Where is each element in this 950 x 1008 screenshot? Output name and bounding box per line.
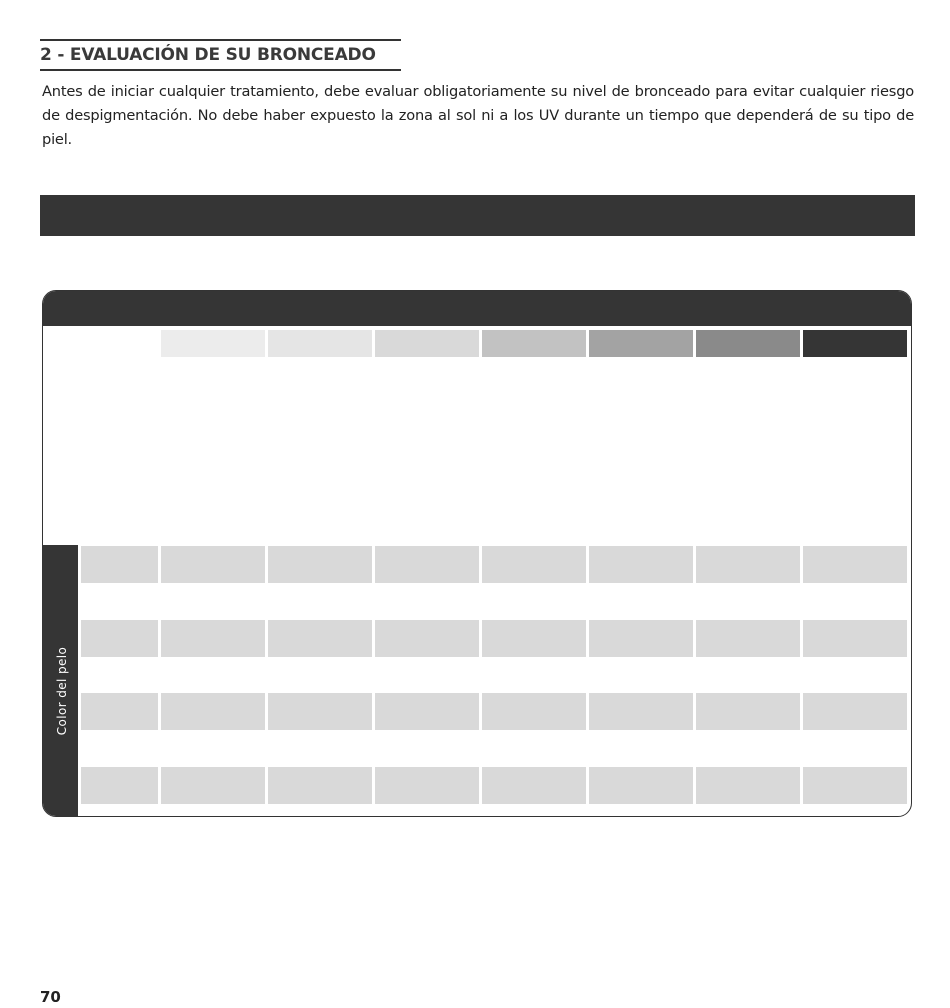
intro-paragraph: Antes de iniciar cualquier tratamiento, debe evaluar obligatoriamente su nivel de bronceado para evitar cualquier riesgo de despigmentación. No debe haber expuesto la zona al sol ni a los UV durante un tiempo que dependerá de su tipo de piel. bbox=[42, 83, 914, 148]
table-cell bbox=[268, 620, 372, 657]
table-cell bbox=[589, 693, 693, 730]
table-cell bbox=[803, 767, 907, 804]
table-header-bar bbox=[43, 291, 911, 326]
table-cell bbox=[268, 693, 372, 730]
table-cell bbox=[696, 767, 800, 804]
table-cell bbox=[375, 693, 479, 730]
header-banner bbox=[40, 195, 915, 236]
skin-tone-swatch bbox=[161, 330, 265, 357]
hair-color-cell bbox=[81, 546, 158, 583]
skin-tone-swatch bbox=[696, 330, 800, 357]
table-cell bbox=[482, 546, 586, 583]
table-cell bbox=[161, 767, 265, 804]
table-cell bbox=[589, 767, 693, 804]
table-cell bbox=[268, 767, 372, 804]
table-cell bbox=[589, 546, 693, 583]
table-cell bbox=[482, 767, 586, 804]
table-cell bbox=[482, 620, 586, 657]
page-number: 70 bbox=[40, 988, 61, 1006]
table-cell bbox=[696, 546, 800, 583]
table-cell bbox=[696, 693, 800, 730]
table-cell bbox=[803, 620, 907, 657]
table-cell bbox=[268, 546, 372, 583]
skin-hair-table bbox=[42, 290, 912, 817]
table-cell bbox=[803, 693, 907, 730]
skin-tone-swatch bbox=[803, 330, 907, 357]
section-title: 2 - EVALUACIÓN DE SU BRONCEADO bbox=[40, 39, 401, 71]
table-cell bbox=[589, 620, 693, 657]
hair-color-cell bbox=[81, 767, 158, 804]
skin-tone-swatch bbox=[589, 330, 693, 357]
table-cell bbox=[375, 767, 479, 804]
skin-tone-swatch bbox=[375, 330, 479, 357]
table-cell bbox=[803, 546, 907, 583]
skin-tone-swatch bbox=[482, 330, 586, 357]
hair-color-cell bbox=[81, 620, 158, 657]
table-cell bbox=[375, 546, 479, 583]
skin-tone-swatch bbox=[268, 330, 372, 357]
table-cell bbox=[161, 546, 265, 583]
hair-color-label: Color del pelo bbox=[55, 646, 69, 736]
table-cell bbox=[161, 620, 265, 657]
hair-color-cell bbox=[81, 693, 158, 730]
table-cell bbox=[696, 620, 800, 657]
table-cell bbox=[482, 693, 586, 730]
table-cell bbox=[375, 620, 479, 657]
table-cell bbox=[161, 693, 265, 730]
